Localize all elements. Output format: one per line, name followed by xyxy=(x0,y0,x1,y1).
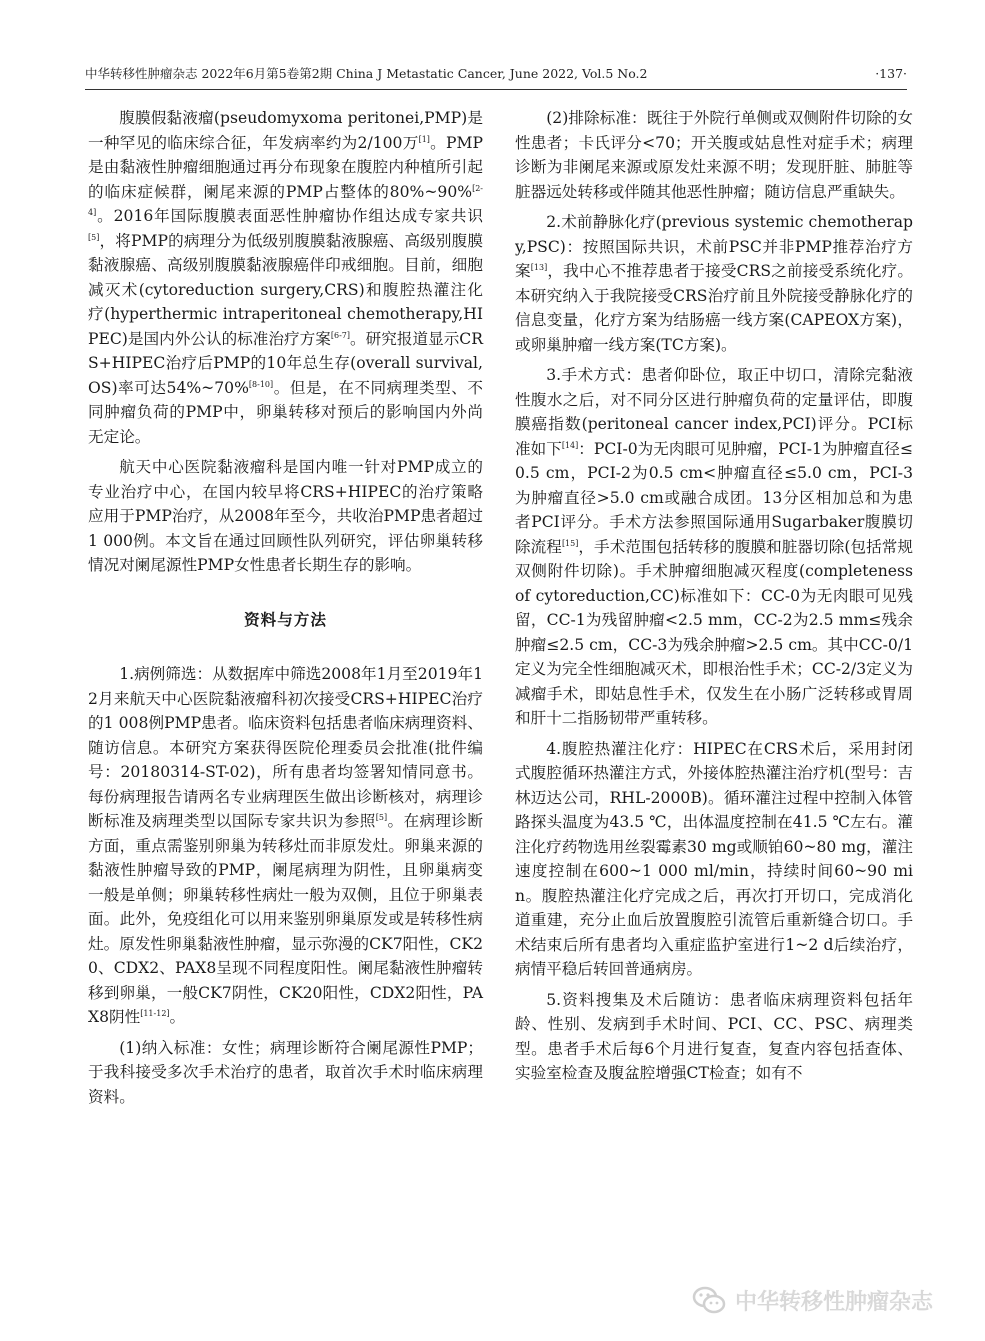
right-column xyxy=(515,106,913,1086)
case-selection-paragraph: 1.病例筛选：从数据库中筛选2008年1月至2019年12月来航天中心医院黏液瘤科初次接受CRS+HIPEC治疗的1 008例PMP患者。临床资料包括患者临床病理资料、随访信息。本研究方案获得医院伦理委员会批准(批件编号：20180314-ST-02)，所有患者均签署知情同意书。每份病理报告请两名专业病理医生做出诊断核对，病理诊断标准及病理类型以国际专家共识为参照[5]。在病理诊断方面，重点需鉴别卵巢为转移灶而非原发灶。卵巢来源的黏液性肿瘤导致的PMP，阑尾病理为阴性，且卵巢病变一般是单侧；卵巢转移性病灶一般为双侧，且位于卵巢表面。此外，免疫组化可以用来鉴别卵巢原发或是转移性病灶。原发性卵巢黏液性肿瘤，显示弥漫的CK7阳性，CK20、CDX2、PAX8呈现不同程度阳性。阑尾黏液性肿瘤转移到卵巢，一般CK7阴性，CK20阳性，CDX2阳性，PAX8阴性[11-12]。 xyxy=(88,665,483,1026)
surgery-paragraph: 3.手术方式：患者仰卧位，取正中切口，清除完黏液性腹水之后，对不同分区进行肿瘤负荷的定量评估，即腹膜癌指数(peritoneal cancer index,PCI)评分。PCI标准如下[14]：PCI-0为无肉眼可见肿瘤，PCI-1为肿瘤直径≤0.5 cm，PCI-2为0.5 cm<肿瘤直径≤5.0 cm，PCI-3为肿瘤直径>5.0 cm或融合成团。13分区相加总和为患者PCI评分。手术方法参照国际通用Sugarbaker腹膜切除流程[15]，手术范围包括转移的腹膜和脏器切除(包括常规双侧附件切除)。手术肿瘤细胞减灭程度(completeness of cytoreduction,CC)标准如下：CC-0为无肉眼可见残留，CC-1为残留肿瘤<2.5 mm，CC-2为2.5 mm≤残余肿瘤≤2.5 cm，CC-3为残余肿瘤>2.5 cm。其中CC-0/1定义为完全性细胞减灭术，即根治性手术；CC-2/3定义为减瘤手术，即姑息性手术，仅发生在小肠广泛转移或胃周和肝十二指肠韧带严重转移。 xyxy=(515,366,913,727)
inclusion-criteria-paragraph: (1)纳入标准：女性；病理诊断符合阑尾源性PMP；于我科接受多次手术治疗的患者，取首次手术时临床病理资料。 xyxy=(88,1038,483,1106)
psc-paragraph: 2.术前静脉化疗(previous systemic chemotherapy,PSC)：按照国际共识，术前PSC并非PMP推荐治疗方案[13]，我中心不推荐患者于接受CRS之前接受系统化疗。本研究纳入于我院接受CRS治疗前且外院接受静脉化疗的信息变量，化疗方案为结肠癌一线方案(CAPEOX方案)，或卵巢肿瘤一线方案(TC方案)。 xyxy=(515,213,913,354)
watermark xyxy=(691,1280,933,1320)
journal-info: 中华转移性肿瘤杂志 2022年6月第5卷第2期 China J Metastatic Cancer, June 2022, Vol.5 No.2 xyxy=(85,66,648,81)
hipec-paragraph: 4.腹腔热灌注化疗：HIPEC在CRS术后，采用封闭式腹腔循环热灌注方式，外接体腔热灌注治疗机(型号：吉林迈达公司，RHL-2000B)。循环灌注过程中控制入体管路探头温度为43.5 ℃，出体温度控制在41.5 ℃左右。灌注化疗药物选用丝裂霉素30 mg或顺铂60~80 mg，灌注速度控制在600~1 000 ml/min，持续时间60~90 min。腹腔热灌注化疗完成之后，再次打开切口，完成消化道重建，充分止血后放置腹腔引流管后重新缝合切口。手术结束后所有患者均入重症监护室进行1~2 d后续治疗，病情平稳后转回普通病房。 xyxy=(515,739,913,978)
section-heading: 资料与方法 xyxy=(244,609,327,629)
exclusion-criteria-paragraph: (2)排除标准：既往于外院行单侧或双侧附件切除的女性患者；卡氏评分<70；开关腹或姑息性对症手术；病理诊断为非阑尾来源或原发灶来源不明；发现肝脏、肺脏等脏器远处转移或伴随其他恶性肿瘤；随访信息严重缺失。 xyxy=(515,109,913,201)
aim-paragraph: 航天中心医院黏液瘤科是国内唯一针对PMP成立的专业治疗中心，在国内较早将CRS+HIPEC的治疗策略应用于PMP治疗，从2008年至今，共收治PMP患者超过1 000例。本文旨在通过回顾性队列研究，评估卵巢转移情况对阑尾源性PMP女性患者长期生存的影响。 xyxy=(88,458,483,574)
page-number: ·137· xyxy=(875,66,907,81)
header-rule xyxy=(85,89,907,90)
left-column xyxy=(88,106,483,1109)
running-header xyxy=(85,64,907,84)
wechat-icon xyxy=(691,1282,727,1318)
intro-paragraph: 腹膜假黏液瘤(pseudomyxoma peritonei,PMP)是一种罕见的临床综合征，年发病率约为2/100万[1]。PMP是由黏液性肿瘤细胞通过再分布现象在腹腔内种植所引起的临床症候群，阑尾来源的PMP占整体的80%~90%[2-4]。2016年国际腹膜表面恶性肿瘤协作组达成专家共识[5]，将PMP的病理分为低级别腹膜黏液腺癌、高级别腹膜黏液腺癌、高级别腹膜黏液腺癌伴印戒细胞。目前，细胞减灭术(cytoreduction surgery,CRS)和腹腔热灌注化疗(hyperthermic intraperitoneal chemotherapy,HIPEC)是国内外公认的标准治疗方案[6-7]。研究报道显示CRS+HIPEC治疗后PMP的10年总生存(overall survival,OS)率可达54%~70%[8-10]。但是，在不同病理类型、不同肿瘤负荷的PMP中，卵巢转移对预后的影响国内外尚无定论。 xyxy=(88,109,483,446)
followup-paragraph: 5.资料搜集及术后随访：患者临床病理资料包括年龄、性别、发病到手术时间、PCI、CC、PSC、病理类型。患者手术后每6个月进行复查，复查内容包括查体、实验室检查及腹盆腔增强CT检查；如有不 xyxy=(515,990,913,1082)
watermark-text: 中华转移性肿瘤杂志 xyxy=(735,1289,934,1315)
